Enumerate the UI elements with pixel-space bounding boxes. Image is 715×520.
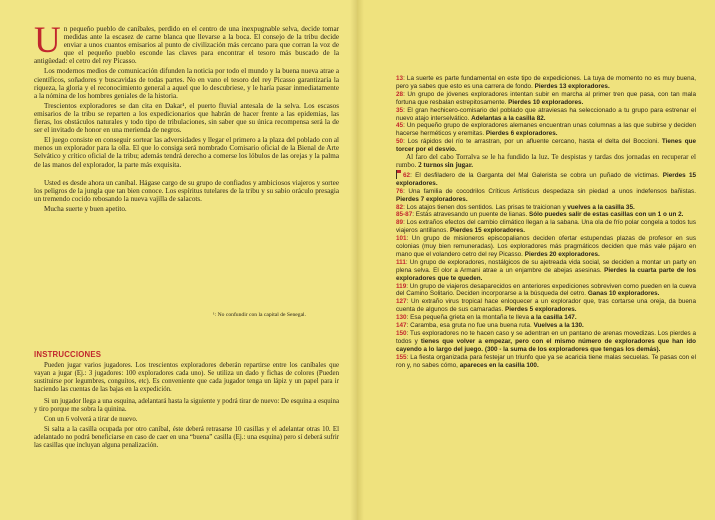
story-text — [34, 20, 339, 215]
rule-entry: 127: Un extraño virus tropical hace enloquecer a un explorador que, tras cortarse una oreja, da buena cuenta de algunos de sus camaradas. Pierdes 5 exploradores. — [396, 298, 696, 314]
rule-entry: 101: Un grupo de misioneros episcopalianos deciden ofertar estupendas plazas de profesor en sus colonias (muy bien remuneradas). Los exploradores más pragmáticos deciden que más vale pájaro en mano que el volandero cetro del rey Picasso. Pierdes 20 exploradores. — [396, 235, 696, 258]
rule-entry: 13: La suerte es parte fundamental en este tipo de expediciones. La tuya de momento no es muy buena, pero ya sabes que esto es una carrera de fondo. Pierdes 13 exploradores. — [396, 75, 696, 90]
story-paragraph-6: Mucha suerte y buen apetito. — [44, 204, 127, 213]
instructions-heading: INSTRUCCIONES — [34, 350, 102, 359]
story-paragraph-1: Un pequeño pueblo de caníbales, perdido en el centro de una inexpugnable selva, decide tomar medidas ante la escasez de carne blanca que llevarse a la boca. El consejo de la tribu decide enviar a unos cuantos emisarios al punto de civilización más cercano para que corran la voz de que el pequeño pueblo esconde las claves para encontrar el tesoro más buscado de la antigüedad: el cetro del rey Picasso. — [34, 20, 339, 66]
rule-entry: 76: Una familia de cocodrilos Críticus Artísticus despedaza sin piedad a unos indefensos bañistas. Pierdes 7 exploradores. — [396, 187, 696, 203]
drop-cap: U — [34, 20, 61, 61]
rule-entry: 111: Un grupo de exploradores, nostálgicos de su ajetreada vida social, se deciden a montar un party en plena selva. El olor a Armani atrae a un enjambre de abejas asesinas. Pierdes la cuarta parte de los exploradores que te queden. — [396, 258, 696, 282]
rule-entry: 89: Los extraños efectos del cambio climático llegan a la sabana. Una ola de frío polar congela a todos tus viajeros antillanos. Pierdes 15 exploradores. — [396, 219, 696, 235]
rule-entry: 147: Caramba, esa gruta no fue una buena ruta. Vuelves a la 130. — [396, 322, 584, 330]
instruction-paragraph: Si un jugador llega a una esquina, adelantará hasta la siguiente y podrá tirar de nuevo: De esquina a esquina y tiro porque me sobra la quinina. — [34, 398, 339, 414]
footnote: ¹: No confundir con la capital de Senegal. — [213, 312, 307, 318]
instruction-paragraph: Si salta a la casilla ocupada por otro caníbal, éste deberá retrasarse 10 casillas y el adelantar otras 10. El adelantado no podrá beneficiarse en caso de caer en una “buena” casilla (Ej.: una esquina) pero sí deberá sufrir las casillas que incluyan alguna penalización. — [34, 425, 339, 449]
flag-icon — [396, 170, 401, 179]
story-paragraph-4: El juego consiste en conseguir sortear las adversidades y llegar el primero a la plaza del poblado con al menos un explorador para la olla. El que lo consiga será nombrado Comisario oficial de la Bienal de Arte Selvático y crítico oficial de la tribu; además tendrá derecho a comerse los lóbulos de las orejas y la palma de las manos del explorador, la parte más exquisita. — [34, 136, 339, 169]
rule-entry: 150: Tus exploradores no te hacen caso y se adentran en un pantano de arenas movedizas. Los pierdes a todos y tienes que volver a empezar, pero con el mismo número de exploradores que han ido cayendo a lo largo del juego. (300 - la suma de los exploradores que tengas los demás). — [396, 330, 697, 353]
lighthouse-note: Al faro del cabo Torralva se le ha fundido la luz. Te despistas y tardas dos jornadas en recuperar el rumbo. 2 turnos sin jugar. — [396, 153, 696, 169]
rule-entry: 50: Los rápidos del río te arrastran, por un afluente cercano, hasta el delta del Boccioni. Tienes que torcer por el desvío. — [396, 138, 696, 154]
rule-entry: 35: El gran hechicero-comisario del poblado que atraviesas ha seleccionado a tu grupo para estrenar el nuevo atajo interselvático. Adelantas a la casilla 82. — [396, 106, 696, 122]
story-paragraph-3: Trescientos exploradores se dan cita en Dakar¹, el puerto fluvial antesala de la selva. Los escasos emisarios de la tribu se reparten a los expedicionarios que habrán de hacer frente a las epidemias, las fieras, los obstáculos naturales y todo tipo de tribulaciones, sin saber que su única recompensa será la de ser el invitado de honor en una merienda de negros. — [34, 101, 339, 135]
rule-entry: 45: Un pequeño grupo de exploradores alemanes encuentran unas columnas a las que subirse y deciden hacerse herméticos y eremitas. Pierdes 6 exploradores. — [396, 122, 696, 138]
rule-entry: 82: Los atajos tienen dos sentidos. Las prisas te traicionan y vuelves a la casilla 35. — [396, 203, 635, 211]
rule-entry: 130: Esa pequeña grieta en la montaña te lleva a la casilla 147. — [396, 314, 577, 322]
rule-entry: 85-87: Estás atravesando un puente de lianas. Sólo puedes salir de estas casillas con un 1 o un 2. — [396, 211, 684, 219]
rule-entry: 119: Un grupo de viajeros desaparecidos en anteriores expediciones sobreviven como pueden en la cueva del Camino Solitario. Deciden incorporarse a la búsqueda del cetro. Ganas 10 exploradores. — [396, 282, 696, 298]
story-paragraph-5: Usted es desde ahora un caníbal. Hágase cargo de su grupo de confiados y ambiciosos viajeros y sortee los peligros de la jungla que tan bien conoce. Los espíritus tutelares de la tribu y su sabio oráculo presagia un tremendo cocido rebosando la nueva vajilla de salacots. — [34, 178, 339, 203]
instructions-text — [34, 362, 339, 451]
book-gutter — [350, 0, 364, 520]
square-rules-list — [396, 75, 696, 370]
instruction-paragraph: Pueden jugar varios jugadores. Los trescientos exploradores deberán repartirse entre los caníbales que vayan a jugar (Ej.: 3 jugadores: 100 exploradores cada uno). Se utiliza un dado y fichas de colores (Pueden sustituirse por legumbres, conguitos, etc). Es conveniente que cada jugador tenga un lápiz y un papel para ir haciendo las cuentas de las bajas en la expedición. — [34, 362, 339, 393]
story-paragraph-2: Los modernos medios de comunicación difunden la noticia por todo el mundo y la buena nueva atrae a científicos, soñadores y buscavidas de todas partes. No en vano el tesoro del rey Picasso garantizaría la riqueza, la gloria y el reconocimiento general a aquel que lo descubriese, y le haría pasar inmediatamente a la nómina de los hombres geniales de la historia. — [34, 67, 339, 100]
rule-entry: 28: Un grupo de jóvenes exploradores intentan subir en marcha al primer tren que pasa, con tan mala fortuna que resbalan estrepitosamente. Pierdes 10 exploradores. — [396, 90, 696, 106]
rule-entry: 62: El desfiladero de la Garganta del Mal Galerista se cobra un puñado de víctimas. Pierdes 15 exploradores. — [396, 171, 697, 187]
rule-entry: 155: La fiesta organizada para festejar un triunfo que ya se acaricia tiene malas secuelas. Te pasas con el ron y, no sabes cómo, apareces en la casilla 100. — [396, 353, 696, 369]
instruction-paragraph: Con un 6 volverá a tirar de nuevo. — [44, 416, 138, 424]
